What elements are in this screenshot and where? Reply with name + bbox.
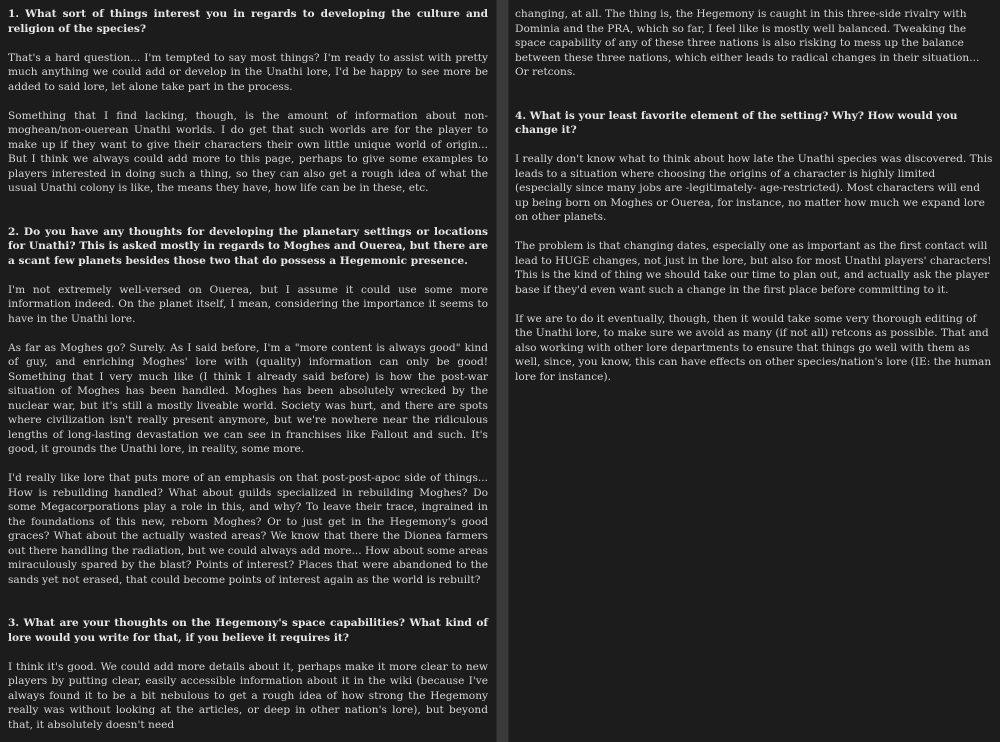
answer-2a: I'm not extremely well-versed on Ouerea, but I assume it could use some more information indeed. On the planet itself, I mean, considering the importance it seems to have in the Unathi lore.	[8, 283, 488, 325]
scrollbar[interactable]	[496, 0, 509, 742]
left-column	[0, 0, 496, 742]
question-2: 2. Do you have any thoughts for developing the planetary settings or locations for Unathi? This is asked mostly in regards to Moghes and Ouerea, but there are a scant few planets besides those two that do possess a Hegemonic presence.	[8, 225, 488, 267]
question-4: 4. What is your least favorite element of the setting? Why? How would you change it?	[515, 109, 958, 136]
answer-3b: changing, at all. The thing is, the Hegemony is caught in this three-side rivalry with Dominia and the PRA, which so far, I feel like is mostly well balanced. Tweaking the space capability of any of these three nations is also risking to mess up the balance between these three nations, which either leads to radical changes in their situation... Or retcons.	[515, 8, 980, 78]
answer-1b: Something that I find lacking, though, is the amount of information about non-moghean/non-ouerean Unathi worlds. I do get that such worlds are for the player to make up if they want to give their characters their own little unique world of origin... But I think we always could add more to this page, perhaps to give some examples to players interested in doing such a thing, so they can also get a rough idea of what the usual Unathi colony is like, the means they have, how life can be in these, etc.	[8, 109, 488, 194]
question-1: 1. What sort of things interest you in regards to developing the culture and religion of the species?	[8, 8, 488, 35]
right-column	[509, 0, 1000, 742]
question-3: 3. What are your thoughts on the Hegemony's space capabilities? What kind of lore would you write for that, if you believe it requires it?	[8, 617, 488, 644]
answer-2c: I'd really like lore that puts more of an emphasis on that post-post-apoc side of things... How is rebuilding handled? What about guilds specialized in rebuilding Moghes? Do some Megacorporations play a role in this, and why? To leave their trace, ingrained in the foundations of this new, reborn Moghes? Or to just get in the Hegemony's good graces? What about the actually wasted areas? We know that there the Dionea farmers out there handling the radiation, but we could always add more... How about some areas miraculously spared by the blast? Points of interest? Places that were abandoned to the sands yet not erased, that could become points of interest again as the world is rebuilt?	[8, 472, 488, 586]
answer-4c: If we are to do it eventually, though, then it would take some very thorough editing of the Unathi lore, to make sure we avoid as many (if not all) retcons as possible. That and also working with other lore departments to ensure that things go well with them as well, since, you know, this can have effects on other species/nation's lore (IE: the human lore for instance).	[515, 312, 992, 383]
answer-1a: That's a hard question... I'm tempted to say most things? I'm ready to assist with pretty much anything we could add or develop in the Unathi lore, I'd be happy to see more be added to said lore, let alone take part in the process.	[8, 51, 488, 93]
answer-4a: I really don't know what to think about how late the Unathi species was discovered. This leads to a situation where choosing the origins of a character is highly limited (especially since many jobs are -legitimately- age-restricted). Most characters will end up being born on Moghes or Ouerea, for instance, no matter how much we expand lore on other planets.	[515, 153, 993, 223]
scrollbar-thumb[interactable]	[497, 0, 508, 742]
answer-2b: As far as Moghes go? Surely. As I said before, I'm a "more content is always good" kind of guy, and enriching Moghes' lore with (quality) information can only be good! Something that I very much like (I think I already said before) is how the post-war situation of Moghes has been handled. Moghes has been absolutely wrecked by the nuclear war, but it's still a mostly liveable world. Society was hurt, and there are spots where civilization isn't really present anymore, but we're nowhere near the ridiculous lengths of long-lasting devastation we can see in franchises like Fallout and such. It's good, it grounds the Unathi lore, in reality, some more.	[8, 341, 488, 455]
answer-4b: The problem is that changing dates, especially one as important as the first contact will lead to HUGE changes, not just in the lore, but also for most Unathi players' characters! This is the kind of thing we should take our time to plan out, and actually ask the player base if they'd even want such a change in the first place before committing to it.	[515, 240, 992, 296]
answer-3a: I think it's good. We could add more details about it, perhaps make it more clear to new players by putting clear, easily accessible information about it in the wiki (because I've always found it to be a bit nebulous to get a rough idea of how strong the Hegemony really was without looking at the articles, or deep in other nation's lore), but beyond that, it absolutely doesn't need	[8, 660, 488, 731]
